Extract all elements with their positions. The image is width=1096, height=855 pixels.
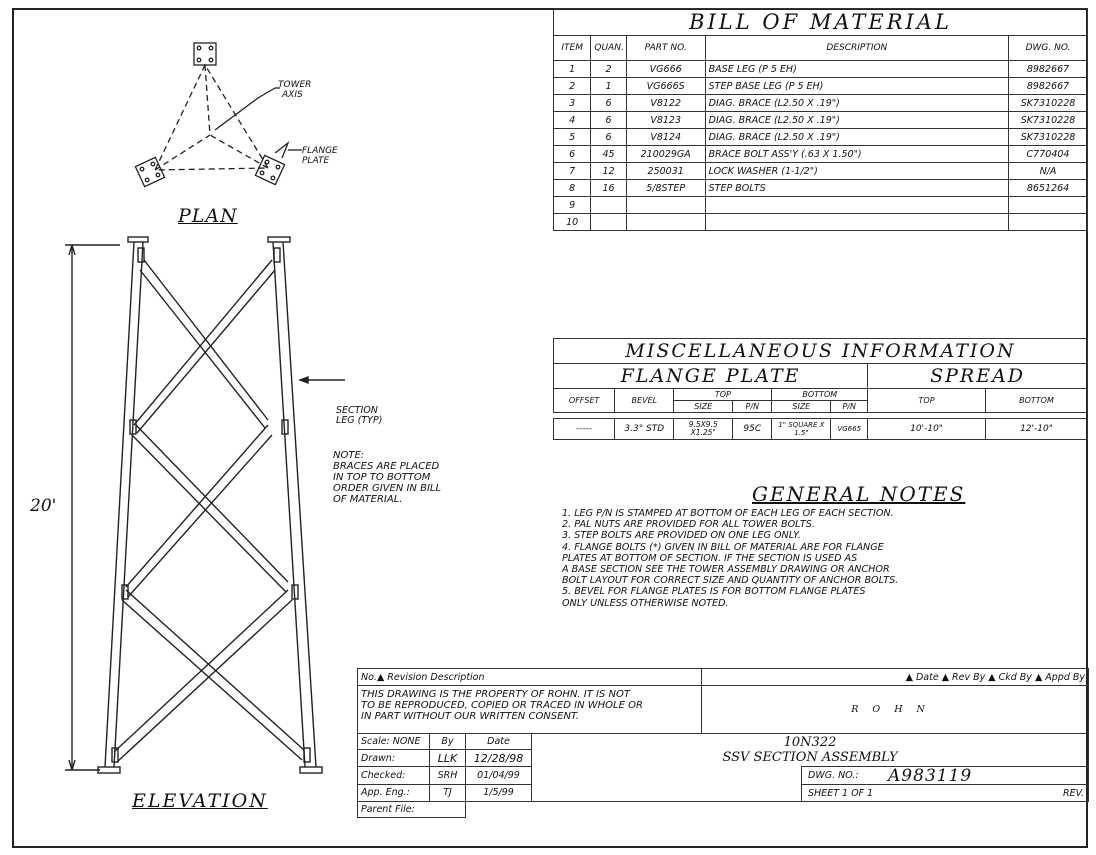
table-row: [554, 61, 1088, 78]
date-label: Date: [466, 734, 532, 750]
bom-dwg-no: C770404: [1009, 146, 1088, 163]
checked-by: SRH: [430, 767, 466, 785]
top-pn-header: P/N: [733, 401, 772, 413]
bom-quan: 12: [591, 163, 626, 180]
title-block: [357, 668, 1089, 818]
offset-value: -----: [554, 419, 615, 440]
table-row: [554, 129, 1088, 146]
bom-part-no: 250031: [626, 163, 705, 180]
elevation-view: [60, 230, 360, 780]
table-row: [554, 197, 1088, 214]
bom-header-quan: QUAN.: [591, 36, 626, 61]
bom-header-part-no: PART NO.: [626, 36, 705, 61]
table-row: [554, 419, 1088, 440]
bom-quan: 6: [591, 112, 626, 129]
bom-quan: 6: [591, 95, 626, 112]
bill-of-material-table: [553, 8, 1088, 231]
top-size-value: 9.5X9.5 X1.25": [674, 419, 733, 440]
bom-item: 10: [554, 214, 591, 231]
tower-axis-label: TOWER AXIS: [278, 80, 312, 100]
revision-columns: ▲ Date ▲ Rev By ▲ Ckd By ▲ Appd By: [702, 669, 1089, 686]
bom-quan: 1: [591, 78, 626, 95]
bottom-header: BOTTOM: [772, 389, 868, 401]
dwg-no-label: DWG. NO.:: [808, 770, 859, 781]
bom-item: 4: [554, 112, 591, 129]
bom-part-no: [626, 197, 705, 214]
drawing-number-block: [802, 767, 1089, 802]
general-notes-title: GENERAL NOTES: [752, 482, 966, 506]
bom-part-no: [626, 214, 705, 231]
scale-label: Scale: NONE: [358, 734, 430, 750]
bom-dwg-no: N/A: [1009, 163, 1088, 180]
braces-note: NOTE: BRACES ARE PLACED IN TOP TO BOTTOM ORDER GIVEN IN BILL OF MATERIAL.: [333, 450, 442, 505]
top-header: TOP: [674, 389, 772, 401]
bom-description: BRACE BOLT ASS'Y (.63 X 1.50"): [705, 146, 1008, 163]
bom-part-no: VG666S: [626, 78, 705, 95]
bom-dwg-no: SK7310228: [1009, 129, 1088, 146]
bom-header-description: DESCRIPTION: [705, 36, 1008, 61]
sheet-number: SHEET 1 OF 1: [808, 787, 874, 799]
bom-description: [705, 214, 1008, 231]
spread-bottom-header: BOTTOM: [985, 389, 1087, 413]
bom-part-no: V8123: [626, 112, 705, 129]
bottom-size-value: 1" SQUARE X 1.5": [772, 419, 831, 440]
drawing-title: [532, 734, 1089, 767]
bom-quan: 16: [591, 180, 626, 197]
table-row: [554, 112, 1088, 129]
general-note: PLATES AT BOTTOM OF SECTION. IF THE SECTION IS USED AS: [562, 552, 858, 564]
flange-plate-label: FLANGE PLATE: [302, 146, 338, 166]
bom-quan: [591, 197, 626, 214]
dwg-no-value: A983119: [888, 766, 973, 786]
property-note: THIS DRAWING IS THE PROPERTY OF ROHN. IT IS NOT TO BE REPRODUCED, COPIED OR TRACED IN WHOLE OR IN PART WITHOUT OUR WRITTEN CONSENT.: [358, 686, 702, 734]
bom-dwg-no: 8651264: [1009, 180, 1088, 197]
bom-header-item: ITEM: [554, 36, 591, 61]
bom-dwg-no: 8982667: [1009, 78, 1088, 95]
bom-header-dwg-no: DWG. NO.: [1009, 36, 1088, 61]
bottom-pn-value: VG665: [831, 419, 868, 440]
bom-item: 5: [554, 129, 591, 146]
section-leg-label: SECTION LEG (TYP): [336, 405, 383, 426]
spread-top-header: TOP: [868, 389, 986, 413]
drawn-by: LLK: [430, 750, 466, 767]
bom-dwg-no: SK7310228: [1009, 112, 1088, 129]
general-notes-list: [562, 508, 898, 609]
top-size-header: SIZE: [674, 401, 733, 413]
general-note: 5. BEVEL FOR FLANGE PLATES IS FOR BOTTOM FLANGE PLATES: [562, 586, 866, 598]
misc-information-table: [553, 338, 1088, 440]
bom-description: LOCK WASHER (1-1/2"): [705, 163, 1008, 180]
bom-part-no: V8122: [626, 95, 705, 112]
bom-quan: 2: [591, 61, 626, 78]
bom-description: BASE LEG (P 5 EH): [705, 61, 1008, 78]
spread-header: SPREAD: [868, 364, 1088, 389]
general-note: 2. PAL NUTS ARE PROVIDED FOR ALL TOWER BOLTS.: [562, 519, 815, 531]
app-eng-label: App. Eng.:: [358, 784, 430, 802]
table-row: [554, 163, 1088, 180]
elevation-title: ELEVATION: [132, 790, 268, 812]
parent-file-label: Parent File:: [358, 802, 466, 818]
spread-bottom-value: 12'-10": [985, 419, 1087, 440]
table-row: [554, 180, 1088, 197]
general-note: A BASE SECTION SEE THE TOWER ASSEMBLY DRAWING OR ANCHOR: [562, 564, 890, 576]
bom-item: 8: [554, 180, 591, 197]
flange-plate-header: FLANGE PLATE: [554, 364, 868, 389]
bom-part-no: VG666: [626, 61, 705, 78]
bom-dwg-no: [1009, 197, 1088, 214]
rev-label: REV.: [1062, 787, 1085, 799]
height-dimension: 20': [30, 496, 57, 516]
bom-part-no: V8124: [626, 129, 705, 146]
spread-top-value: 10'-10": [868, 419, 986, 440]
bom-quan: 45: [591, 146, 626, 163]
bom-description: [705, 197, 1008, 214]
bom-title: BILL OF MATERIAL: [554, 9, 1088, 36]
drawn-date: 12/28/98: [466, 750, 532, 767]
top-pn-value: 95C: [733, 419, 772, 440]
general-note: 3. STEP BOLTS ARE PROVIDED ON ONE LEG ONLY.: [562, 530, 801, 542]
bom-description: STEP BOLTS: [705, 180, 1008, 197]
offset-header: OFFSET: [554, 389, 615, 413]
general-note: ONLY UNLESS OTHERWISE NOTED.: [562, 597, 729, 609]
bom-item: 9: [554, 197, 591, 214]
bom-item: 2: [554, 78, 591, 95]
general-note: 4. FLANGE BOLTS (*) GIVEN IN BILL OF MATERIAL ARE FOR FLANGE: [562, 541, 884, 553]
misc-title: MISCELLANEOUS INFORMATION: [554, 339, 1088, 364]
bottom-pn-header: P/N: [831, 401, 868, 413]
table-row: [554, 78, 1088, 95]
bom-part-no: 210029GA: [626, 146, 705, 163]
bom-quan: [591, 214, 626, 231]
bom-part-no: 5/8STEP: [626, 180, 705, 197]
table-row: [554, 214, 1088, 231]
plan-title: PLAN: [178, 205, 238, 227]
bevel-header: BEVEL: [615, 389, 674, 413]
drawn-label: Drawn:: [358, 750, 430, 767]
part-code: 10N322: [783, 735, 837, 750]
revision-header: No.▲ Revision Description: [358, 669, 702, 686]
general-note: 1. LEG P/N IS STAMPED AT BOTTOM OF EACH LEG OF EACH SECTION.: [562, 508, 894, 519]
bom-description: STEP BASE LEG (P 5 EH): [705, 78, 1008, 95]
bom-description: DIAG. BRACE (L2.50 X .19"): [705, 112, 1008, 129]
bom-dwg-no: 8982667: [1009, 61, 1088, 78]
bom-description: DIAG. BRACE (L2.50 X .19"): [705, 129, 1008, 146]
bom-item: 7: [554, 163, 591, 180]
app-eng-date: 1/5/99: [466, 784, 532, 802]
general-note: BOLT LAYOUT FOR CORRECT SIZE AND QUANTITY OF ANCHOR BOLTS.: [562, 575, 899, 587]
table-row: [554, 95, 1088, 112]
app-eng-by: TJ: [430, 784, 466, 802]
part-name: SSV SECTION ASSEMBLY: [722, 750, 898, 765]
bottom-size-header: SIZE: [772, 401, 831, 413]
bom-item: 1: [554, 61, 591, 78]
bom-item: 3: [554, 95, 591, 112]
bom-item: 6: [554, 146, 591, 163]
bom-dwg-no: SK7310228: [1009, 95, 1088, 112]
bom-quan: 6: [591, 129, 626, 146]
company-logo: ROHN: [702, 686, 1089, 734]
checked-date: 01/04/99: [466, 767, 532, 785]
table-row: [554, 146, 1088, 163]
bom-dwg-no: [1009, 214, 1088, 231]
bom-description: DIAG. BRACE (L2.50 X .19"): [705, 95, 1008, 112]
checked-label: Checked:: [358, 767, 430, 785]
by-label: By: [430, 734, 466, 750]
bevel-value: 3.3° STD: [615, 419, 674, 440]
plan-view: [110, 40, 360, 200]
